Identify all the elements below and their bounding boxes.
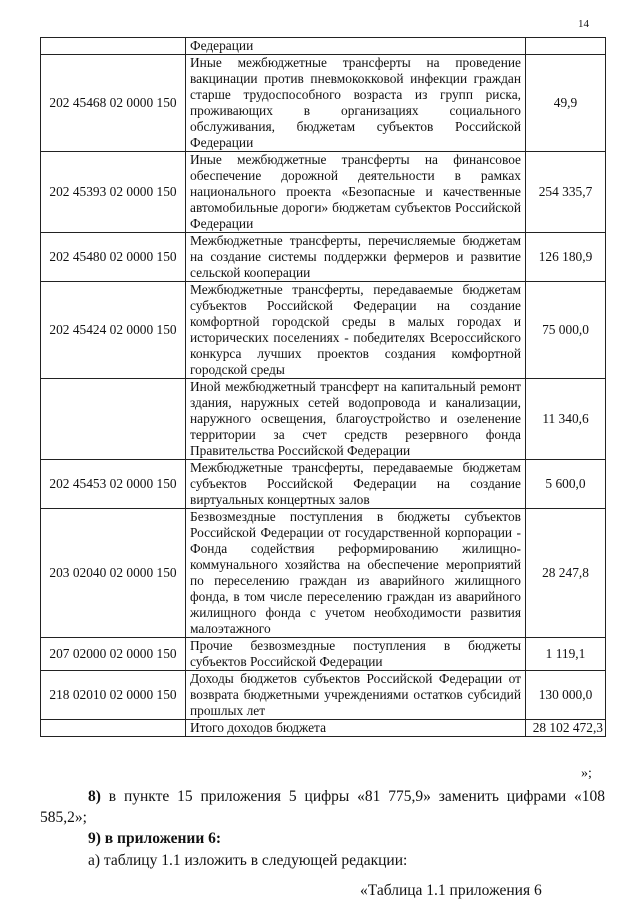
table-row: [41, 638, 606, 671]
row-code: 202 45468 02 0000 150: [41, 55, 186, 152]
budget-table: [40, 37, 606, 737]
table-row: [41, 282, 606, 379]
table-row: [41, 152, 606, 233]
table-row: [41, 379, 606, 460]
row-amount: 126 180,9: [526, 233, 606, 282]
page-number: 14: [578, 18, 589, 30]
row-code: 207 02000 02 0000 150: [41, 638, 186, 671]
row-amount: 49,9: [526, 55, 606, 152]
total-code-cell: [41, 720, 186, 737]
row-amount: 75 000,0: [526, 282, 606, 379]
row-code: 202 45453 02 0000 150: [41, 460, 186, 509]
paragraph-a: а) таблицу 1.1 изложить в следующей редакции:: [88, 852, 408, 869]
row-amount: 1 119,1: [526, 638, 606, 671]
row-name: Безвозмездные поступления в бюджеты субъектов Российской Федерации от государственной корпорации - Фонда содействия реформированию жилищно-коммунального хозяйства на обеспечение мероприятий по переселению граждан из аварийного жилищного фонда, в том числе переселению граждан из аварийного жилищного фонда с учетом необходимости развития малоэтажного: [186, 509, 526, 638]
row-amount: 130 000,0: [526, 671, 606, 720]
paragraph-8-text: в пункте 15 приложения 5 цифры «81 775,9» заменить цифрами «108 585,2»;: [40, 788, 605, 826]
paragraph-8-number: 8): [88, 788, 101, 805]
row-code: 202 45424 02 0000 150: [41, 282, 186, 379]
row-amount: 11 340,6: [526, 379, 606, 460]
row-code: 203 02040 02 0000 150: [41, 509, 186, 638]
table-total-row: [41, 720, 606, 737]
row-name: Межбюджетные трансферты, передаваемые бюджетам субъектов Российской Федерации на создание комфортной городской среды в малых городах и исторических поселениях - победителях Всероссийского конкурса лучших проектов создания комфортной городской среды: [186, 282, 526, 379]
row-name: Доходы бюджетов субъектов Российской Федерации от возврата бюджетными учреждениями остатков субсидий прошлых лет: [186, 671, 526, 720]
row-name: Иные межбюджетные трансферты на проведение вакцинации против пневмококковой инфекции граждан старше трудоспособного возраста из групп риска, проживающих в организациях социального обслуживания, бюджетам субъектов Российской Федерации: [186, 55, 526, 152]
table-title: «Таблица 1.1 приложения 6: [360, 882, 542, 899]
row-code: [41, 379, 186, 460]
row-code: [41, 38, 186, 55]
total-label: Итого доходов бюджета: [186, 720, 526, 737]
table-row: [41, 671, 606, 720]
table-row: [41, 509, 606, 638]
row-amount: 254 335,7: [526, 152, 606, 233]
row-code: 218 02010 02 0000 150: [41, 671, 186, 720]
table-row: [41, 460, 606, 509]
paragraph-9: 9) в приложении 6:: [88, 830, 222, 847]
table-row: [41, 38, 606, 55]
row-amount: [526, 38, 606, 55]
row-code: 202 45480 02 0000 150: [41, 233, 186, 282]
table-row: [41, 55, 606, 152]
row-code: 202 45393 02 0000 150: [41, 152, 186, 233]
row-amount: 28 247,8: [526, 509, 606, 638]
row-name: Межбюджетные трансферты, перечисляемые бюджетам на создание системы поддержки фермеров и развитие сельской кооперации: [186, 233, 526, 282]
quote-close: »;: [581, 766, 592, 781]
row-name: Иной межбюджетный трансферт на капитальный ремонт здания, наружных сетей водопровода и канализации, наружного освещения, благоустройство и озеленение территории за счет средств резервного фонда Правительства Российской Федерации: [186, 379, 526, 460]
paragraph-8: [40, 786, 605, 828]
row-name: Иные межбюджетные трансферты на финансовое обеспечение дорожной деятельности в рамках национального проекта «Безопасные и качественные автомобильные дороги» бюджетам субъектов Российской Федерации: [186, 152, 526, 233]
table-row: [41, 233, 606, 282]
total-amount: 28 102 472,3: [526, 720, 606, 737]
row-amount: 5 600,0: [526, 460, 606, 509]
row-name: Прочие безвозмездные поступления в бюджеты субъектов Российской Федерации: [186, 638, 526, 671]
row-name: Федерации: [186, 38, 526, 55]
row-name: Межбюджетные трансферты, передаваемые бюджетам субъектов Российской Федерации на создание виртуальных концертных залов: [186, 460, 526, 509]
